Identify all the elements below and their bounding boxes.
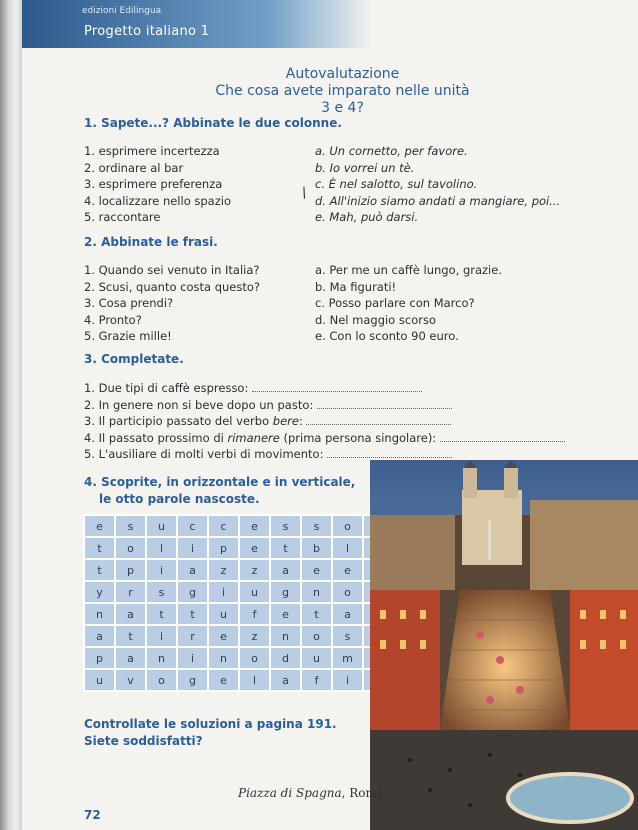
grid-cell: b (302, 538, 331, 558)
grid-cell: l (147, 538, 176, 558)
footer-note: Controllate le soluzioni a pagina 191. Siete soddisfatti? (84, 717, 337, 748)
list-item: c. È nel salotto, sul tavolino. (315, 177, 478, 191)
grid-cell: v (116, 670, 145, 690)
grid-cell: g (271, 582, 300, 602)
list-item: 4. Il passato prossimo di rimanere (prima persona singolare): (84, 430, 565, 447)
grid-cell: r (116, 582, 145, 602)
grid-row (85, 582, 393, 602)
grid-cell: s (116, 516, 145, 536)
grid-cell: o (333, 582, 362, 602)
list-item: d. All'inizio siamo andati a mangiare, poi... (315, 193, 561, 208)
series-title: Progetto italiano 1 (84, 24, 210, 39)
grid-cell: f (302, 670, 331, 690)
list-item: 3. Il participio passato del verbo bere: (84, 413, 565, 430)
grid-cell: n (209, 648, 238, 668)
list-item: 2. Scusi, quanto costa questo? (84, 279, 261, 294)
list-item: a. Un cornetto, per favore. (315, 144, 468, 158)
grid-cell: i (178, 538, 207, 558)
grid-cell: e (85, 516, 114, 536)
grid-cell: i (147, 626, 176, 646)
list-item: 4. Pronto? (84, 312, 142, 327)
answer-blank (440, 431, 565, 442)
grid-row (85, 648, 393, 668)
grid-row (85, 516, 393, 536)
section4-heading: 4. Scoprite, in orizzontale e in verticale, le otto parole nascoste. (84, 475, 356, 506)
grid-cell: z (240, 626, 269, 646)
grid-cell: a (178, 560, 207, 580)
list-item: 1. Quando sei venuto in Italia? (84, 263, 260, 277)
section2-left-list (84, 262, 260, 345)
grid-cell: u (302, 648, 331, 668)
grid-cell: n (302, 582, 331, 602)
grid-cell: i (147, 560, 176, 580)
grid-cell: z (240, 560, 269, 580)
grid-cell: s (302, 516, 331, 536)
grid-cell: i (209, 582, 238, 602)
list-item: a. Per me un caffè lungo, grazie. (315, 263, 502, 277)
list-item: b. Ma figurati! (315, 279, 397, 294)
grid-cell: e (240, 538, 269, 558)
list-item: 1. Due tipi di caffè espresso: (84, 380, 565, 397)
grid-cell: n (147, 648, 176, 668)
list-item: 4. localizzare nello spazio (84, 193, 231, 208)
list-item: 1. esprimere incertezza (84, 144, 220, 158)
book-spine (0, 0, 22, 830)
grid-cell: a (85, 626, 114, 646)
grid-cell: t (85, 560, 114, 580)
grid-row (85, 670, 393, 690)
page-title (210, 66, 475, 117)
section2-heading: 2. Abbinate le frasi. (84, 235, 218, 249)
publisher-label: edizioni Edilingua (82, 6, 162, 16)
answer-blank (317, 398, 452, 409)
grid-cell: n (271, 626, 300, 646)
grid-cell: e (240, 516, 269, 536)
grid-cell: t (147, 604, 176, 624)
grid-cell: o (333, 516, 362, 536)
grid-row (85, 538, 393, 558)
list-item: e. Con lo sconto 90 euro. (315, 329, 459, 343)
grid-cell: p (209, 538, 238, 558)
grid-cell: o (116, 538, 145, 558)
grid-cell: u (209, 604, 238, 624)
grid-cell: d (271, 648, 300, 668)
list-item: 5. L'ausiliare di molti verbi di movimento: (84, 446, 565, 463)
grid-cell: n (85, 604, 114, 624)
grid-cell: u (240, 582, 269, 602)
photo-caption: Piazza di Spagna, Roma (238, 786, 385, 800)
grid-cell: m (333, 648, 362, 668)
grid-cell: a (333, 604, 362, 624)
list-item: c. Posso parlare con Marco? (315, 296, 475, 310)
list-item: 3. Cosa prendi? (84, 296, 174, 310)
section2-right-list (315, 262, 502, 345)
list-item: d. Nel maggio scorso (315, 312, 436, 327)
answer-blank (306, 414, 451, 425)
list-item: 5. Grazie mille! (84, 329, 172, 343)
grid-cell: e (271, 604, 300, 624)
grid-cell: g (178, 582, 207, 602)
grid-cell: i (333, 670, 362, 690)
list-item: 2. ordinare al bar (84, 160, 184, 175)
grid-cell: o (302, 626, 331, 646)
grid-cell: a (116, 648, 145, 668)
grid-cell: a (116, 604, 145, 624)
grid-cell: a (271, 670, 300, 690)
grid-cell: p (85, 648, 114, 668)
grid-cell: e (209, 626, 238, 646)
section3-list (84, 380, 565, 463)
list-item: 3. esprimere preferenza (84, 177, 223, 191)
pencil-mark-icon: / (299, 184, 310, 202)
grid-cell: c (178, 516, 207, 536)
grid-cell: e (209, 670, 238, 690)
grid-cell: r (178, 626, 207, 646)
grid-cell: p (116, 560, 145, 580)
section1-left-list (84, 143, 231, 226)
grid-row (85, 560, 393, 580)
grid-cell: t (302, 604, 331, 624)
header-banner (22, 0, 372, 48)
list-item: 5. raccontare (84, 210, 161, 224)
title-main: Autovalutazione (285, 66, 400, 82)
grid-cell: g (178, 670, 207, 690)
grid-cell: a (271, 560, 300, 580)
grid-cell: t (116, 626, 145, 646)
grid-cell: o (147, 670, 176, 690)
grid-cell: y (85, 582, 114, 602)
grid-cell: t (271, 538, 300, 558)
grid-cell: z (209, 560, 238, 580)
grid-row (85, 626, 393, 646)
grid-cell: s (333, 626, 362, 646)
section1-right-list (315, 143, 560, 226)
grid-cell: o (240, 648, 269, 668)
list-item: 2. In genere non si beve dopo un pasto: (84, 397, 565, 414)
grid-cell: s (147, 582, 176, 602)
grid-cell: i (178, 648, 207, 668)
title-subtitle: Che cosa avete imparato nelle unità 3 e 4? (215, 83, 470, 116)
page-number: 72 (84, 808, 101, 822)
answer-blank (252, 381, 422, 392)
grid-cell: u (147, 516, 176, 536)
section1-heading: 1. Sapete...? Abbinate le due colonne. (84, 116, 342, 130)
grid-cell: c (209, 516, 238, 536)
answer-blank (327, 447, 452, 458)
grid-cell: e (302, 560, 331, 580)
grid-cell: t (85, 538, 114, 558)
grid-cell: l (333, 538, 362, 558)
list-item: e. Mah, può darsi. (315, 210, 419, 224)
grid-cell: f (240, 604, 269, 624)
section3-heading: 3. Completate. (84, 352, 184, 366)
grid-cell: s (271, 516, 300, 536)
list-item: b. Io vorrei un tè. (315, 160, 415, 175)
grid-cell: t (178, 604, 207, 624)
grid-cell: e (333, 560, 362, 580)
grid-cell: l (240, 670, 269, 690)
piazza-di-spagna-photo (370, 460, 638, 830)
word-search-grid (83, 514, 395, 692)
grid-cell: u (85, 670, 114, 690)
grid-row (85, 604, 393, 624)
